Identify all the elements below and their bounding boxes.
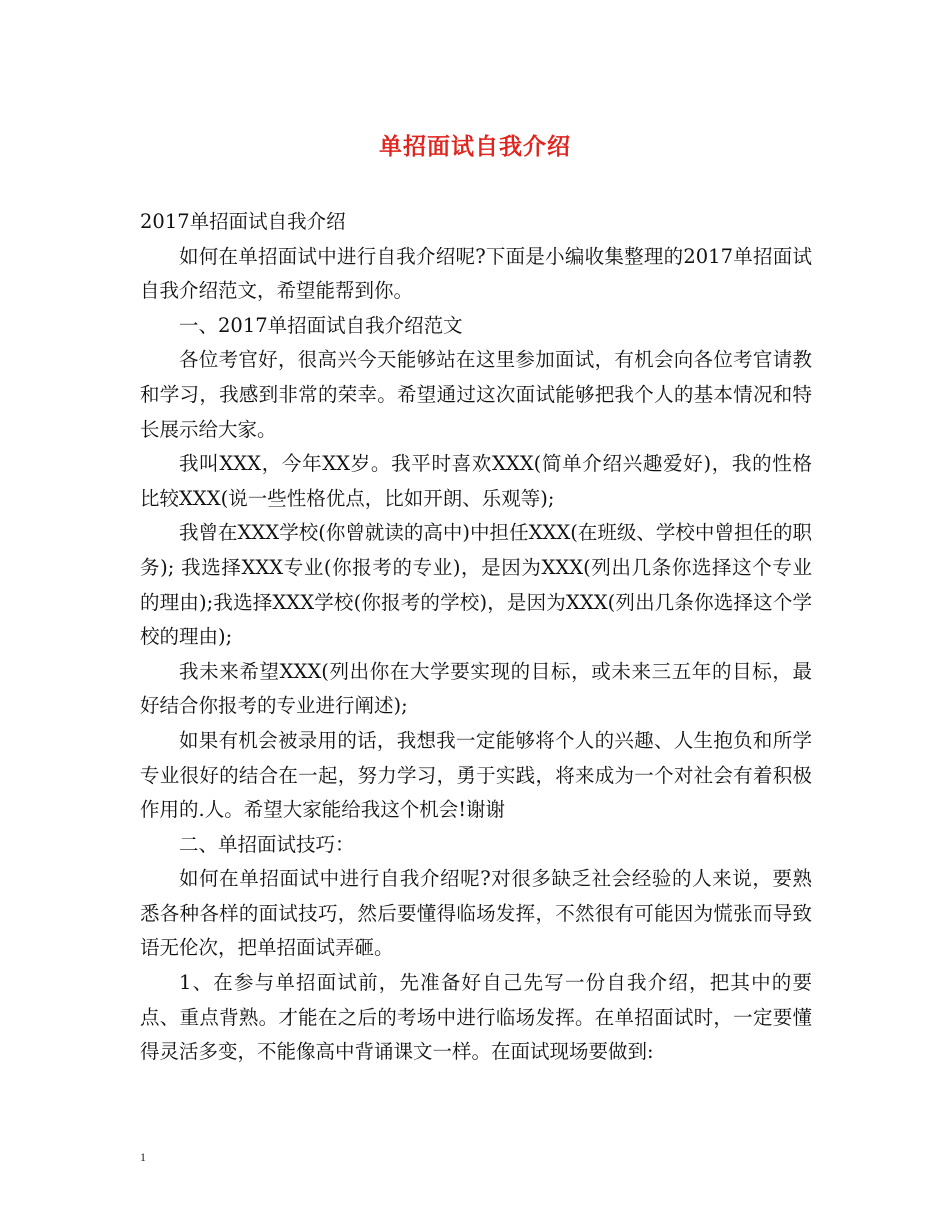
- paragraph: 1、在参与单招面试前，先准备好自己先写一份自我介绍，把其中的要点、重点背熟。才能在之后的考场中进行临场发挥。在单招面试时，一定要懂得灵活多变，不能像高中背诵课文一样。在面试现场要做到:: [140, 971, 812, 1064]
- paragraph: 2017单招面试自我介绍: [140, 210, 346, 233]
- paragraph: 我叫XXX，今年XX岁。我平时喜欢XXX(简单介绍兴趣爱好)，我的性格比较XXX(说一些性格优点，比如开朗、乐观等);: [140, 452, 812, 510]
- document-body: [140, 205, 812, 1070]
- page-number: 1: [140, 1150, 146, 1164]
- paragraph: 如果有机会被录用的话，我想我一定能够将个人的兴趣、人生抱负和所学专业很好的结合在一起，努力学习，勇于实践，将来成为一个对社会有着积极作用的.人。希望大家能给我这个机会!谢谢: [140, 728, 812, 822]
- document-title: 单招面试自我介绍: [379, 133, 571, 160]
- paragraph: 各位考官好，很高兴今天能够站在这里参加面试，有机会向各位考官请教和学习，我感到非常的荣幸。希望通过这次面试能够把我个人的基本情况和特长展示给大家。: [140, 348, 812, 441]
- paragraph: 二、单招面试技巧：: [179, 832, 355, 856]
- paragraph: 我曾在XXX学校(你曾就读的高中)中担任XXX(在班级、学校中曾担任的职务); 我选择XXX专业(你报考的专业)，是因为XXX(列出几条你选择这个专业的理由);我选择XXX学校(你报考的学校)，是因为XXX(列出几条你选择这个学校的理由);: [140, 521, 812, 649]
- paragraph: 一、2017单招面试自我介绍范文: [179, 313, 463, 337]
- paragraph: 如何在单招面试中进行自我介绍呢?下面是小编收集整理的2017单招面试自我介绍范文，希望能帮到你。: [140, 244, 812, 303]
- paragraph: 如何在单招面试中进行自我介绍呢?对很多缺乏社会经验的人来说，要熟悉各种各样的面试技巧，然后要懂得临场发挥，不然很有可能因为慌张而导致语无伦次，把单招面试弄砸。: [140, 867, 812, 960]
- paragraph: 我未来希望XXX(列出你在大学要实现的目标，或未来三五年的目标，最好结合你报考的专业进行阐述);: [140, 659, 812, 718]
